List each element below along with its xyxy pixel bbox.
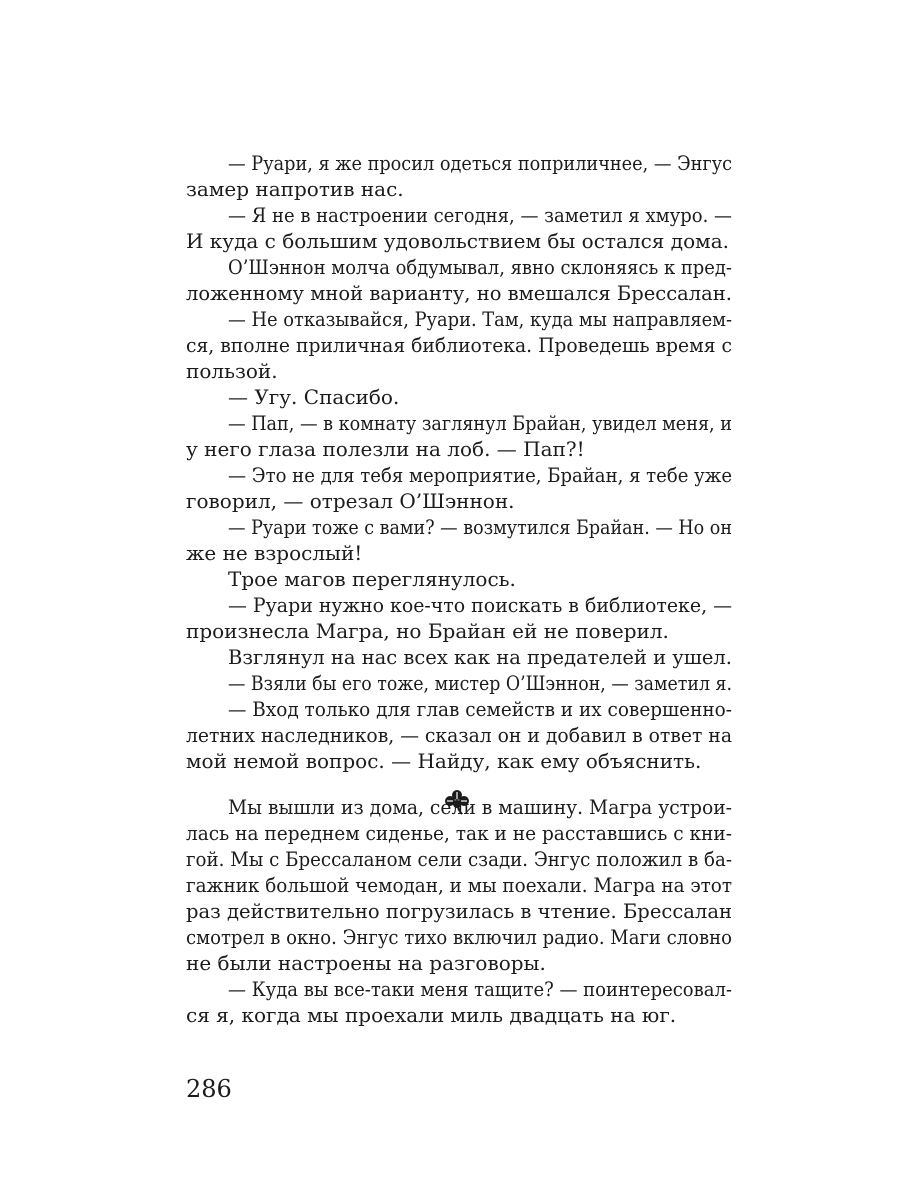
text-line xyxy=(186,176,732,202)
text-line xyxy=(186,332,732,358)
text-line xyxy=(186,618,732,644)
text-line xyxy=(186,150,732,176)
text-line xyxy=(186,280,732,306)
text-line xyxy=(186,306,732,332)
text-line xyxy=(186,898,732,924)
text-line xyxy=(186,820,732,846)
text-line xyxy=(186,228,732,254)
text-line xyxy=(186,514,732,540)
text-line xyxy=(186,384,732,410)
page-number: 286 xyxy=(186,1075,232,1103)
text-line-content: — Куда вы все-таки меня тащите? — поинтересовал- xyxy=(228,977,733,1001)
text-line-content: — Угу. Спасибо. xyxy=(228,385,400,409)
text-line-content: — Это не для тебя мероприятие, Брайан, я тебе уже xyxy=(228,463,733,487)
text-line xyxy=(186,488,732,514)
text-line-content: летних наследников, — сказал он и добавил в ответ на xyxy=(186,723,733,747)
text-line xyxy=(186,846,732,872)
text-line-content: — Руари тоже с вами? — возмутился Брайан. — Но он xyxy=(228,515,732,539)
text-line xyxy=(186,644,732,670)
text-line xyxy=(186,748,732,774)
text-line-content: смотрел в окно. Энгус тихо включил радио. Маги словно xyxy=(186,925,733,949)
text-line-content: у него глаза полезли на лоб. — Пап?! xyxy=(186,437,585,461)
text-line-content: мой немой вопрос. — Найду, как ему объяснить. xyxy=(186,749,702,773)
text-line xyxy=(186,794,732,820)
text-line-content: гажник большой чемодан, и мы поехали. Магра на этот xyxy=(186,873,732,897)
text-line-content: произнесла Магра, но Брайан ей не поверил. xyxy=(186,619,669,643)
text-line xyxy=(186,462,732,488)
text-line-content: не были настроены на разговоры. xyxy=(186,951,546,975)
text-line-content: — Не отказывайся, Руари. Там, куда мы направляем- xyxy=(228,307,733,331)
text-line xyxy=(186,872,732,898)
text-line-content: же не взрослый! xyxy=(186,541,363,565)
text-line-content: — Руари, я же просил одеться поприличнее, — Энгус xyxy=(228,151,733,175)
text-line-content: — Руари нужно кое-что поискать в библиотеке, — xyxy=(228,593,733,617)
text-line-content: — Вход только для глав семейств и их совершенно- xyxy=(228,697,733,721)
text-block-lower xyxy=(186,794,732,1028)
text-line-content: замер напротив нас. xyxy=(186,177,404,201)
text-line-content: гой. Мы с Бреcсаланом сели сзади. Энгус положил в ба- xyxy=(186,847,732,871)
text-line-content: Трое магов переглянулось. xyxy=(228,567,516,591)
text-line-content: Мы вышли из дома, сели в машину. Магра устрои- xyxy=(228,795,732,819)
text-line-content: О’Шэннон молча обдумывал, явно склоняясь к пред- xyxy=(228,255,733,279)
text-line xyxy=(186,696,732,722)
text-line xyxy=(186,950,732,976)
text-line xyxy=(186,540,732,566)
text-line-content: — Я не в настроении сегодня, — заметил я хмуро. — xyxy=(228,203,733,227)
text-line xyxy=(186,436,732,462)
text-line-content: ложенному мной варианту, но вмешался Бреcсалан. xyxy=(186,281,732,305)
text-line xyxy=(186,202,732,228)
text-line xyxy=(186,592,732,618)
text-line xyxy=(186,410,732,436)
text-line xyxy=(186,976,732,1002)
text-line-content: — Взяли бы его тоже, мистер О’Шэннон, — заметил я. xyxy=(228,671,732,695)
text-line-content: пользой. xyxy=(186,359,278,383)
text-line-content: раз действительно погрузилась в чтение. Бреcсалан xyxy=(186,899,733,923)
text-line-content: говорил, — отрезал О’Шэннон. xyxy=(186,489,515,513)
text-line xyxy=(186,566,732,592)
text-line-content: Взглянул на нас всех как на предателей и ушел. xyxy=(228,645,732,669)
text-line xyxy=(186,358,732,384)
text-line-content: лась на переднем сиденье, так и не расставшись с кни- xyxy=(186,821,732,845)
text-line xyxy=(186,924,732,950)
text-line xyxy=(186,670,732,696)
text-line xyxy=(186,1002,732,1028)
text-line-content: ся, вполне приличная библиотека. Проведешь время с xyxy=(186,333,732,357)
text-line xyxy=(186,722,732,748)
text-line-content: ся я, когда мы проехали миль двадцать на юг. xyxy=(186,1003,677,1027)
text-line-content: — Пап, — в комнату заглянул Брайан, увидел меня, и xyxy=(228,411,732,435)
text-line xyxy=(186,254,732,280)
text-block-upper xyxy=(186,150,732,774)
text-line-content: И куда с большим удовольствием бы остался дома. xyxy=(186,229,729,253)
